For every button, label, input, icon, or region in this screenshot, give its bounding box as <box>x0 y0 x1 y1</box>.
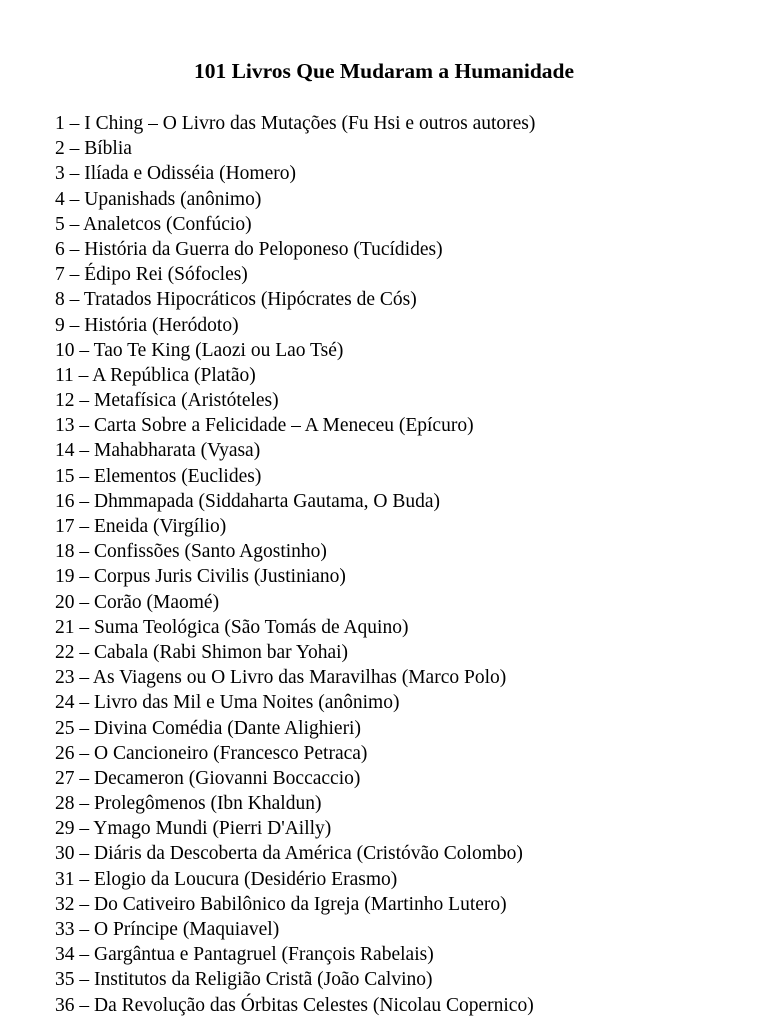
list-item: 7 – Édipo Rei (Sófocles) <box>55 264 248 286</box>
list-item: 20 – Corão (Maomé) <box>55 591 220 613</box>
list-item: 26 – O Cancioneiro (Francesco Petraca) <box>55 742 368 764</box>
list-item: 30 – Diáris da Descoberta da América (Cristóvão Colombo) <box>55 843 523 865</box>
list-item: 22 – Cabala (Rabi Shimon bar Yohai) <box>55 641 349 663</box>
list-item: 24 – Livro das Mil e Uma Noites (anônimo) <box>55 692 400 714</box>
list-item: 21 – Suma Teológica (São Tomás de Aquino) <box>55 616 409 638</box>
list-item: 2 – Bíblia <box>55 138 132 160</box>
list-item: 32 – Do Cativeiro Babilônico da Igreja (Martinho Lutero) <box>55 893 507 915</box>
list-item: 15 – Elementos (Euclides) <box>55 465 262 487</box>
list-item: 13 – Carta Sobre a Felicidade – A Meneceu (Epícuro) <box>55 415 474 437</box>
list-item: 4 – Upanishads (anônimo) <box>55 188 262 210</box>
list-item: 11 – A República (Platão) <box>55 364 256 386</box>
list-item: 36 – Da Revolução das Órbitas Celestes (Nicolau Copernico) <box>55 994 534 1016</box>
list-item: 19 – Corpus Juris Civilis (Justiniano) <box>55 566 346 588</box>
list-item: 3 – Ilíada e Odisséia (Homero) <box>55 163 296 185</box>
list-item: 23 – As Viagens ou O Livro das Maravilhas (Marco Polo) <box>55 667 507 689</box>
list-item: 12 – Metafísica (Aristóteles) <box>55 390 279 412</box>
list-item: 8 – Tratados Hipocráticos (Hipócrates de Cós) <box>55 289 417 311</box>
book-list <box>55 111 535 1018</box>
list-item: 10 – Tao Te King (Laozi ou Lao Tsé) <box>55 339 344 361</box>
page-title: 101 Livros Que Mudaram a Humanidade <box>193 59 575 83</box>
list-item: 1 – I Ching – O Livro das Mutações (Fu Hsi e outros autores) <box>55 113 536 134</box>
list-item: 35 – Institutos da Religião Cristã (João Calvino) <box>55 969 433 991</box>
list-item: 31 – Elogio da Loucura (Desidério Erasmo) <box>55 868 398 890</box>
list-item: 25 – Divina Comédia (Dante Alighieri) <box>55 717 361 739</box>
list-item: 5 – Analetcos (Confúcio) <box>55 213 252 235</box>
list-item: 6 – História da Guerra do Peloponeso (Tucídides) <box>55 238 443 260</box>
list-item: 34 – Gargântua e Pantagruel (François Rabelais) <box>55 944 434 966</box>
list-item: 27 – Decameron (Giovanni Boccaccio) <box>55 767 361 789</box>
list-item: 29 – Ymago Mundi (Pierri D'Ailly) <box>55 818 332 840</box>
list-item: 28 – Prolegômenos (Ibn Khaldun) <box>55 793 322 815</box>
list-item: 16 – Dhmmapada (Siddaharta Gautama, O Buda) <box>55 490 441 512</box>
list-item: 33 – O Príncipe (Maquiavel) <box>55 919 280 940</box>
list-item: 14 – Mahabharata (Vyasa) <box>55 440 261 462</box>
list-item: 9 – História (Heródoto) <box>55 314 239 336</box>
list-item: 17 – Eneida (Virgílio) <box>55 516 227 537</box>
list-item: 18 – Confissões (Santo Agostinho) <box>55 541 327 563</box>
